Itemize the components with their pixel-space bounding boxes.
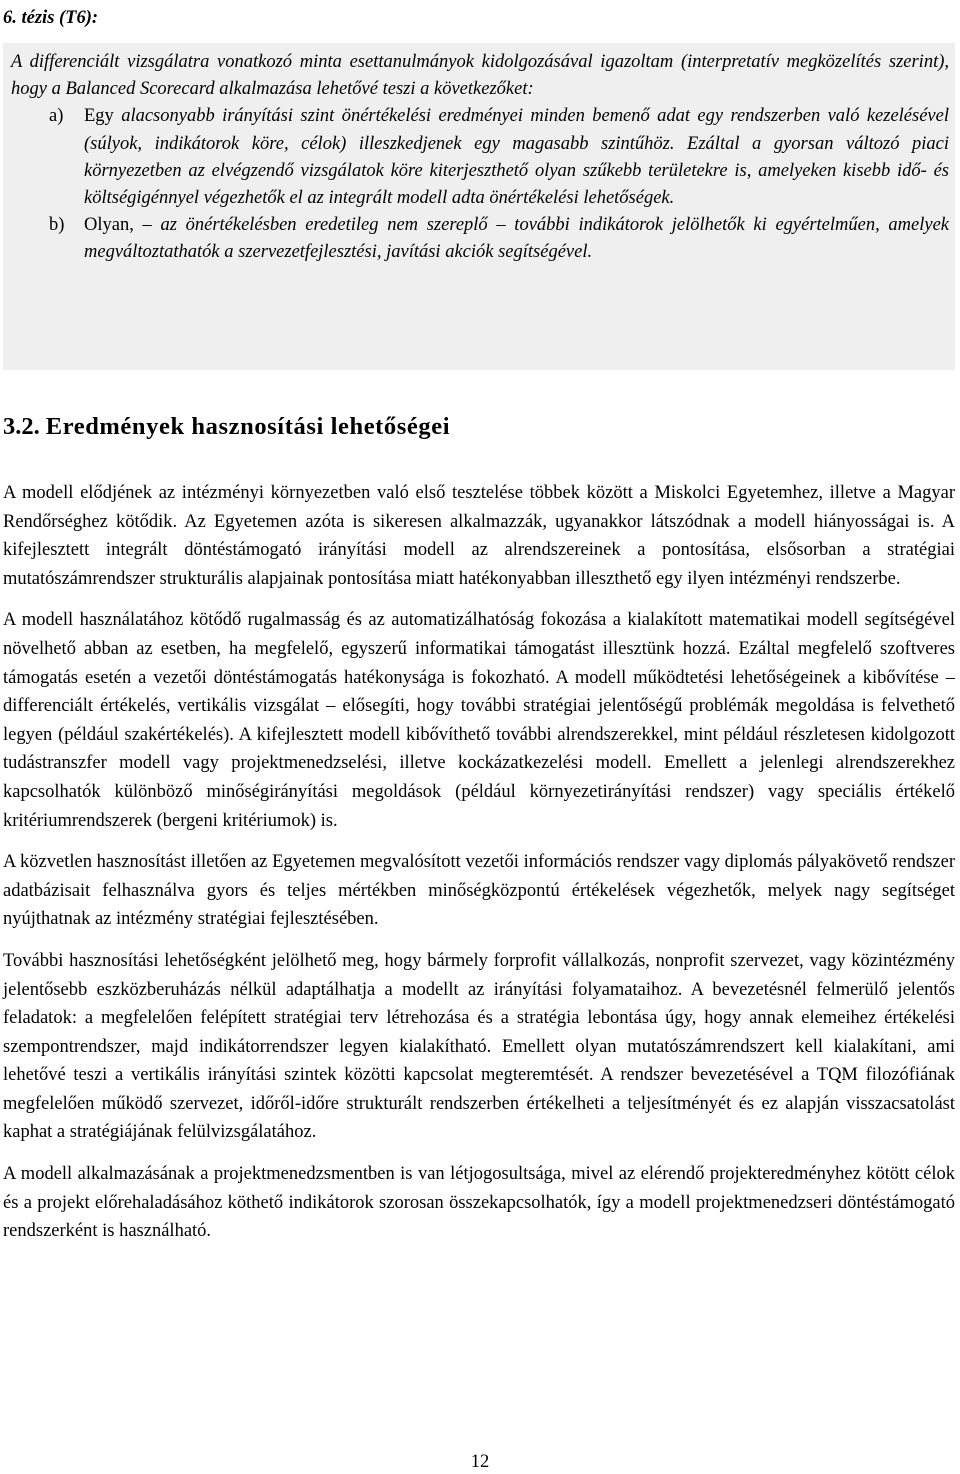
thesis-item-b-lead: Olyan, — [84, 215, 143, 236]
section-number: 3.2. — [3, 413, 40, 440]
thesis-intro: A differenciált vizsgálatra vonatkozó minta esettanulmányok kidolgozásával igazoltam (interpretatív megközelítés szerint), hogy a Balanced Scorecard alkalmazása lehetővé teszi a következőket: — [11, 52, 949, 100]
list-marker: a) — [49, 106, 64, 127]
thesis-item-b-text: – az önértékelésben eredetileg nem szereplő – további indikátorok jelölhetők ki egyértelműen, amelyek megváltoztathatók a szervezetfejlesztési, javítási akciók segítségével. — [84, 215, 949, 263]
paragraph: A modell használatához kötődő rugalmasság és az automatizálhatóság fokozása a kialakított matematikai modell segítségével növelhető abban az esetben, ha megfelelő, egyszerű informatikai támogatást illesztünk hozzá. Ezáltal megfelelő szoftveres támogatás esetén a vezetői döntéstámogatás hatékonysága is fokozható. A modell működtetési lehetőségeinek a kibővítése – differenciált értékelés, vertikális vizsgálat – elősegíti, hogy további stratégiai jelentőségű problémák megoldása is felvethető legyen (például szakértékelés). A kifejlesztett modell kibővíthető további alrendszerekkel, mint például részletesen kidolgozott tudástranszfer modell vagy projektmenedzselési, illetve kockázatkezelési modell. Emellett a jelenlegi alrendszerekhez kapcsolhatók különböző minőségirányítási megoldások (például környezetirányítási rendszer) vagy speciális értékelő kritériumrendszerek (bergeni kritériumok) is. — [3, 610, 955, 831]
thesis-item-b — [11, 212, 949, 266]
thesis-item-a — [11, 103, 949, 212]
paragraph: További hasznosítási lehetőségként jelölhető meg, hogy bármely forprofit vállalkozás, nonprofit szervezet, vagy közintézmény jelentősebb eszközberuházás nélkül adaptálhatja a modellt az irányítási folyamataihoz. A bevezetésnél felmerülő jelentős feladatok: a megfelelően felépített stratégiai terv létrehozása és a stratégia lebontása úgy, hogy annak elemeihez értékelési szempontrendszer, majd indikátorrendszer legyen kialakítható. Emellett olyan mutatószámrendszert kell kialakítani, ami lehetővé teszi a vertikális irányítási szintek közötti kapcsolat megteremtését. A rendszer bevezetésével a TQM filozófiának megfelelően működő szervezet, időről-időre strukturált rendszerben értékelheti a teljesítményét és ez alapján visszacsatolást kaphat a stratégiájának felülvizsgálatához. — [3, 950, 955, 1143]
thesis-list — [11, 103, 949, 266]
thesis-item-a-lead: Egy — [84, 106, 122, 127]
paragraph: A közvetlen hasznosítást illetően az Egyetemen megvalósított vezetői információs rendszer vagy diplomás pályakövető rendszer adatbázisait felhasználva gyors és teljes mértékben minőségközpontú értékelések végezhetők, melyek nagy segítséget nyújthatnak az intézmény stratégiai fejlesztésében. — [3, 852, 955, 930]
thesis-item-a-text: alacsonyabb irányítási szint önértékelési eredményei minden bemenő adat egy rendszerben való kezelésével (súlyok, indikátorok köre, célok) illeszkedjenek egy magasabb szintűhöz. Ezáltal a gyorsan változó piaci környezetben az elvégzendő vizsgálatok köre kiterjeszthető olyan szűkebb területekre is, amelyeken kisebb idő- és költségigénnyel végezhetők el az integrált modell adta önértékelési lehetőségek. — [84, 106, 949, 209]
section-heading — [3, 411, 450, 443]
section-title: Eredmények hasznosítási lehetőségei — [45, 413, 451, 440]
thesis-heading: 6. tézis (T6): — [3, 8, 99, 28]
list-marker: b) — [49, 215, 65, 236]
page-number: 12 — [470, 1452, 490, 1472]
thesis-box — [3, 43, 955, 370]
paragraph: A modell elődjének az intézményi környezetben való első tesztelése többek között a Miskolci Egyetemhez, illetve a Magyar Rendőrséghez kötődik. Az Egyetemen azóta is sikeresen alkalmazzák, ugyanakkor látszódnak a modell hiányosságai is. A kifejlesztett integrált döntéstámogató irányítási modell az alrendszereinek a pontosítása, elsősorban a stratégiai mutatószámrendszer strukturális alapjainak pontosítása miatt hatékonyabban illeszthető egy ilyen intézményi rendszerbe. — [3, 483, 955, 589]
paragraph: A modell alkalmazásának a projektmenedzsmentben is van létjogosultsága, mivel az elérendő projekteredményhez kötött célok és a projekt előrehaladásához köthető indikátorok szorosan összekapcsolhatók, így a modell projektmenedzseri döntéstámogató rendszerként is használható. — [3, 1164, 955, 1242]
body-text — [3, 479, 955, 1259]
